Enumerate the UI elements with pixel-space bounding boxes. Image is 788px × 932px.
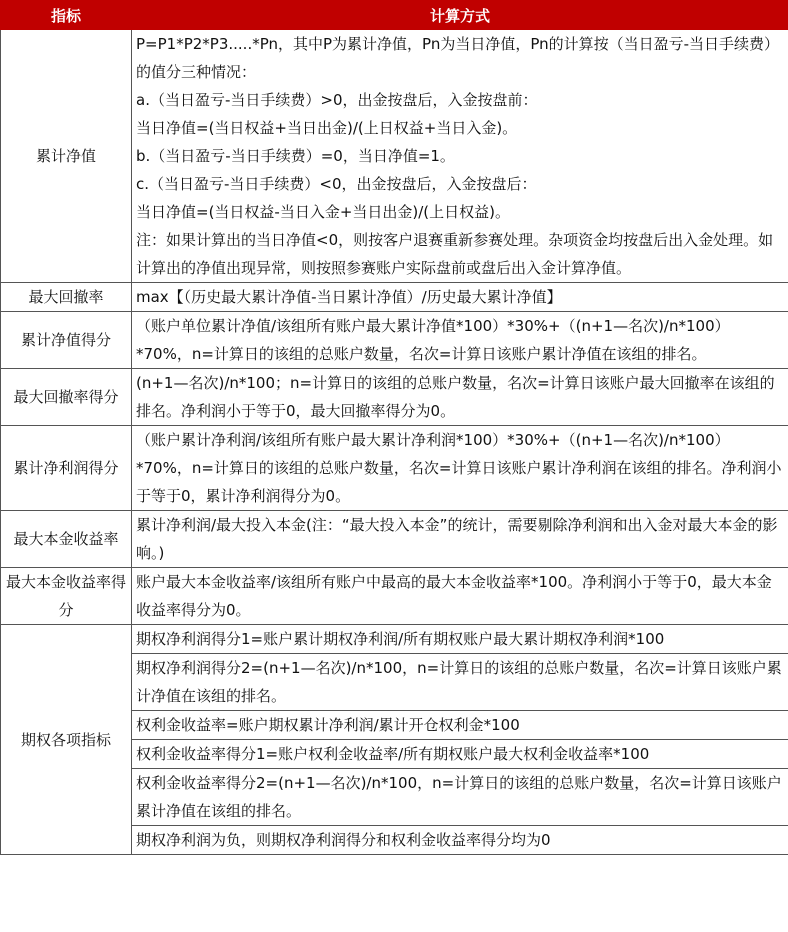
- header-calculation: 计算方式: [132, 1, 788, 30]
- calc-line: （账户累计净利润/该组所有账户最大累计净利润*100）*30%+（(n+1—名次)/n*100）*70%，n=计算日的该组的总账户数量，名次=计算日该账户累计净利润在该组的排名。净利润小于等于0，累计净利润得分为0。: [136, 431, 782, 505]
- indicator-name: 最大回撤率得分: [1, 369, 132, 426]
- calc-line: (n+1—名次)/n*100；n=计算日的该组的总账户数量，名次=计算日该账户最大回撤率在该组的排名。净利润小于等于0，最大回撤率得分为0。: [136, 374, 775, 420]
- table-row: [1, 426, 788, 511]
- calc-line: 累计净利润/最大投入本金(注：“最大投入本金”的统计，需要剔除净利润和出入金对最大本金的影响。): [136, 516, 778, 562]
- calc-line: 期权净利润得分1=账户累计期权净利润/所有期权账户最大累计期权净利润*100: [136, 630, 665, 648]
- calculation-cell: [132, 625, 788, 654]
- calc-line: 期权净利润为负，则期权净利润得分和权利金收益率得分均为0: [136, 831, 551, 849]
- calculation-cell: [132, 30, 788, 283]
- calculation-cell: [132, 369, 788, 426]
- calc-line: c.（当日盈亏-当日手续费）<0，出金按盘后，入金按盘后：: [136, 175, 537, 193]
- calculation-cell: [132, 426, 788, 511]
- calculation-cell: [132, 283, 788, 312]
- calculation-cell: [132, 568, 788, 625]
- calculation-cell: [132, 511, 788, 568]
- calc-line: 权利金收益率得分1=账户权利金收益率/所有期权账户最大权利金收益率*100: [136, 745, 650, 763]
- calc-line: 期权净利润得分2=(n+1—名次)/n*100，n=计算日的该组的总账户数量，名次=计算日该账户累计净值在该组的排名。: [136, 659, 782, 705]
- table-row: [1, 511, 788, 568]
- indicator-name: 累计净利润得分: [1, 426, 132, 511]
- calculation-cell: [132, 654, 788, 711]
- header-indicator: 指标: [1, 1, 132, 30]
- calc-line: 当日净值=(当日权益-当日入金+当日出金)/(上日权益)。: [136, 203, 511, 221]
- table-row: [1, 568, 788, 625]
- calc-line: 注：如果计算出的当日净值<0，则按客户退赛重新参赛处理。杂项资金均按盘后出入金处理。如计算出的净值出现异常，则按照参赛账户实际盘前或盘后出入金计算净值。: [136, 231, 774, 277]
- table-row: [1, 369, 788, 426]
- indicator-name: 最大本金收益率得分: [1, 568, 132, 625]
- calc-line: 账户最大本金收益率/该组所有账户中最高的最大本金收益率*100。净利润小于等于0，最大本金收益率得分为0。: [136, 573, 772, 619]
- indicator-name: 累计净值: [1, 30, 132, 283]
- calc-line: 权利金收益率=账户期权累计净利润/累计开仓权利金*100: [136, 716, 520, 734]
- indicator-name: 最大本金收益率: [1, 511, 132, 568]
- calc-line: （账户单位累计净值/该组所有账户最大累计净值*100）*30%+（(n+1—名次)/n*100）*70%，n=计算日的该组的总账户数量，名次=计算日该账户累计净值在该组的排名。: [136, 317, 730, 363]
- calc-line: a.（当日盈亏-当日手续费）>0，出金按盘后，入金按盘前：: [136, 91, 538, 109]
- table-header-row: [1, 1, 788, 30]
- indicator-name: 期权各项指标: [1, 625, 132, 855]
- table-row: [1, 625, 788, 654]
- indicator-name: 累计净值得分: [1, 312, 132, 369]
- table-row: [1, 283, 788, 312]
- calc-line: 权利金收益率得分2=(n+1—名次)/n*100，n=计算日的该组的总账户数量，名次=计算日该账户累计净值在该组的排名。: [136, 774, 782, 820]
- calc-line: 当日净值=(当日权益+当日出金)/(上日权益+当日入金)。: [136, 119, 518, 137]
- calculation-cell: [132, 740, 788, 769]
- table-row: [1, 312, 788, 369]
- calc-line: P=P1*P2*P3.....*Pn，其中P为累计净值，Pn为当日净值，Pn的计算按（当日盈亏-当日手续费）的值分三种情况：: [136, 35, 780, 81]
- calculation-cell: [132, 826, 788, 855]
- calc-line: max【（历史最大累计净值-当日累计净值）/历史最大累计净值】: [136, 288, 562, 306]
- calculation-cell: [132, 769, 788, 826]
- table-row: [1, 30, 788, 283]
- indicator-name: 最大回撤率: [1, 283, 132, 312]
- calculation-cell: [132, 711, 788, 740]
- calc-line: b.（当日盈亏-当日手续费）=0，当日净值=1。: [136, 147, 455, 165]
- calculation-cell: [132, 312, 788, 369]
